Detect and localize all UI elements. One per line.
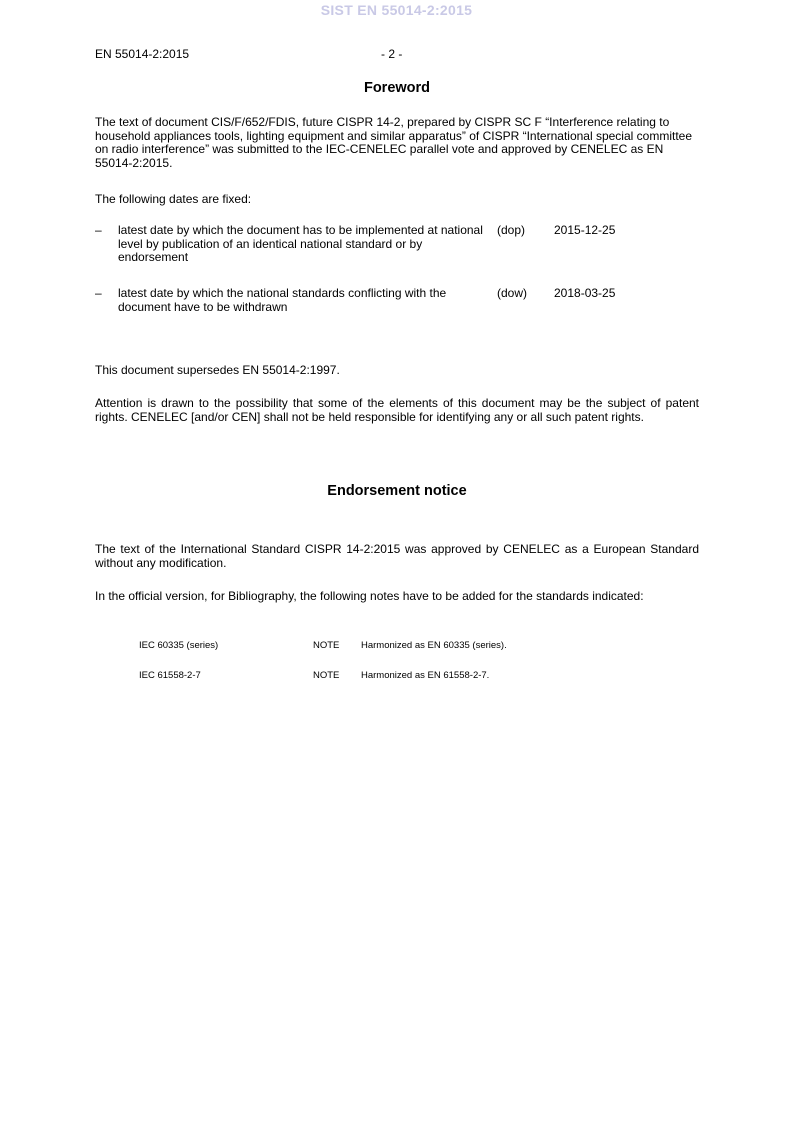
supersedes-text: This document supersedes EN 55014-2:1997. <box>95 363 340 377</box>
watermark: SIST EN 55014-2:2015 <box>320 2 473 18</box>
date-description: latest date by which the document has to be implemented at national level by publication of an identical national standard or by endorsement <box>118 223 483 265</box>
patent-notice: Attention is drawn to the possibility that some of the elements of this document may be the subject of patent rights. CENELEC [and/or CEN] shall not be held responsible for identifying any or all such patent rights. <box>95 396 699 424</box>
endorsement-text: The text of the International Standard CISPR 14-2:2015 was approved by CENELEC as a European Standard without any modification. <box>95 542 699 570</box>
foreword-intro: The text of document CIS/F/652/FDIS, future CISPR 14-2, prepared by CISPR SC F “Interference relating to household appliances tools, lighting equipment and similar apparatus” of CISPR “International special committee on radio interference” was submitted to the IEC-CENELEC parallel vote and approved by CENELEC as EN 55014-2:2015. <box>95 115 692 170</box>
note-reference: IEC 60335 (series) <box>139 640 219 651</box>
list-dash: – <box>95 286 102 300</box>
dates-intro: The following dates are fixed: <box>95 192 252 206</box>
note-text: Harmonized as EN 60335 (series). <box>361 640 507 651</box>
date-description: latest date by which the national standards conflicting with the document have to be withdrawn <box>118 286 447 314</box>
note-label: NOTE <box>313 640 340 651</box>
note-label: NOTE <box>313 670 340 681</box>
bibliography-intro: In the official version, for Bibliography, the following notes have to be added for the standards indicated: <box>95 589 644 603</box>
date-value: 2015-12-25 <box>554 223 616 237</box>
endorsement-title: Endorsement notice <box>327 483 467 499</box>
date-value: 2018-03-25 <box>554 286 616 300</box>
page-number: - 2 - <box>381 47 403 61</box>
list-dash: – <box>95 223 102 237</box>
date-code: (dop) <box>497 223 526 237</box>
date-code: (dow) <box>497 286 528 300</box>
doc-id: EN 55014-2:2015 <box>95 47 190 61</box>
note-reference: IEC 61558-2-7 <box>139 670 201 681</box>
foreword-title: Foreword <box>363 80 431 96</box>
note-text: Harmonized as EN 61558-2-7. <box>361 670 490 681</box>
